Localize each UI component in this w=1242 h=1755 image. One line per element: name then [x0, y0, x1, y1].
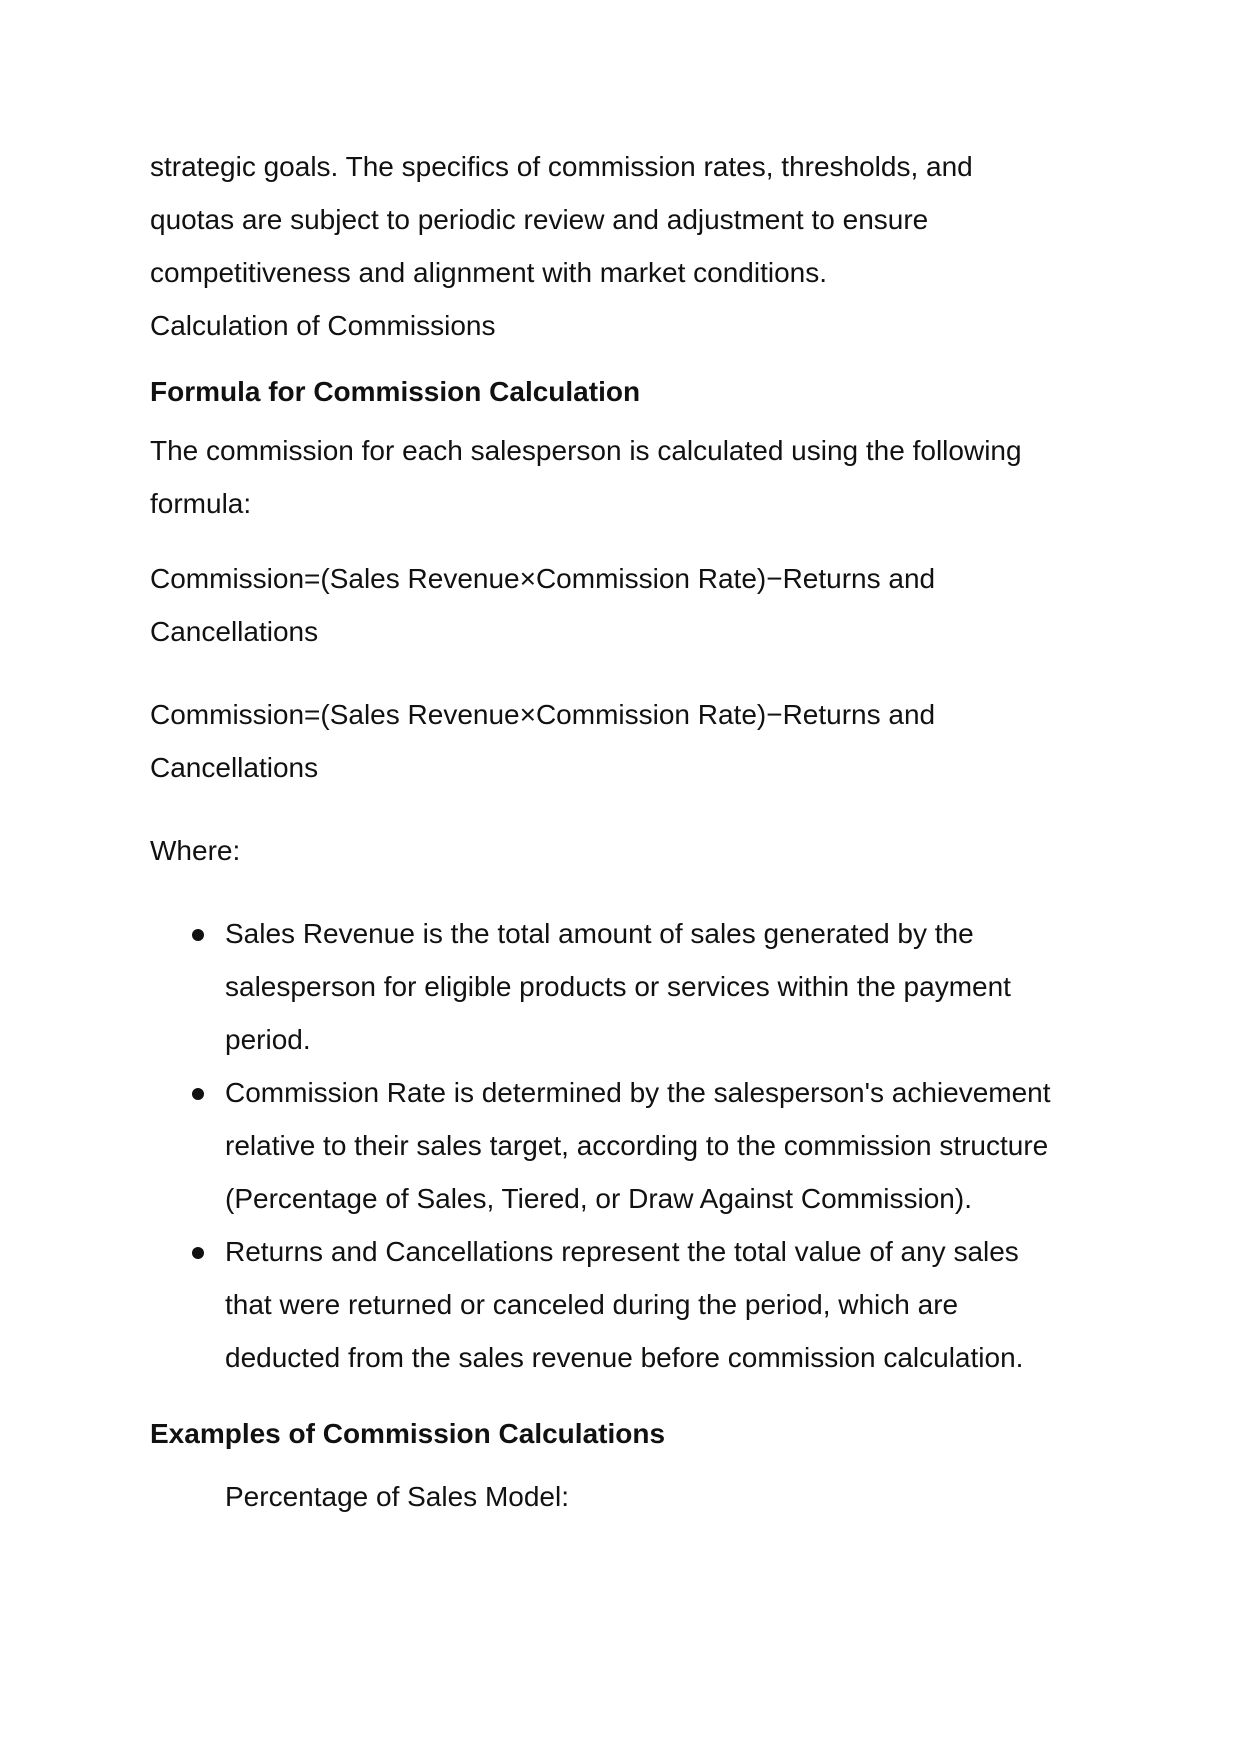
list-item-line: Returns and Cancellations represent the total value of any sales	[225, 1236, 1019, 1267]
definitions-list	[150, 907, 1110, 1384]
formula-intro-line: formula:	[150, 488, 252, 519]
list-item-line: that were returned or canceled during the period, which are	[225, 1289, 959, 1320]
intro-line: quotas are subject to periodic review and adjustment to ensure	[150, 204, 929, 235]
where-label: Where:	[150, 835, 241, 866]
formula-line: Commission=(Sales Revenue×Commission Rate)−Returns and	[150, 699, 936, 730]
formula-block	[150, 688, 1110, 794]
formula-block	[150, 552, 1110, 658]
document-content	[150, 140, 1110, 1523]
bullet-icon	[192, 1088, 204, 1100]
list-item-line: salesperson for eligible products or services within the payment	[225, 971, 1011, 1002]
intro-line: strategic goals. The specifics of commission rates, thresholds, and	[150, 151, 973, 182]
list-item-line: Commission Rate is determined by the salesperson's achievement	[225, 1077, 1051, 1108]
formula-line: Commission=(Sales Revenue×Commission Rate)−Returns and	[150, 563, 936, 594]
intro-paragraph	[150, 140, 1110, 299]
examples-heading: Examples of Commission Calculations	[150, 1418, 666, 1449]
list-item-line: (Percentage of Sales, Tiered, or Draw Against Commission).	[225, 1183, 972, 1214]
list-item	[150, 907, 1110, 1066]
section-title: Calculation of Commissions	[150, 310, 496, 341]
list-item	[150, 1225, 1110, 1384]
examples-subheading: Percentage of Sales Model:	[225, 1481, 569, 1512]
list-item	[150, 1066, 1110, 1225]
formula-line: Cancellations	[150, 616, 319, 647]
list-item-line: period.	[225, 1024, 311, 1055]
bullet-icon	[192, 1247, 204, 1259]
list-item-line: deducted from the sales revenue before commission calculation.	[225, 1342, 1024, 1373]
formula-heading: Formula for Commission Calculation	[150, 376, 641, 407]
list-item-line: relative to their sales target, according to the commission structure	[225, 1130, 1049, 1161]
formula-intro-line: The commission for each salesperson is calculated using the following	[150, 435, 1022, 466]
formula-intro-paragraph	[150, 424, 1110, 530]
formula-line: Cancellations	[150, 752, 319, 783]
intro-line: competitiveness and alignment with market conditions.	[150, 257, 828, 288]
list-item-line: Sales Revenue is the total amount of sales generated by the	[225, 918, 974, 949]
bullet-icon	[192, 929, 204, 941]
